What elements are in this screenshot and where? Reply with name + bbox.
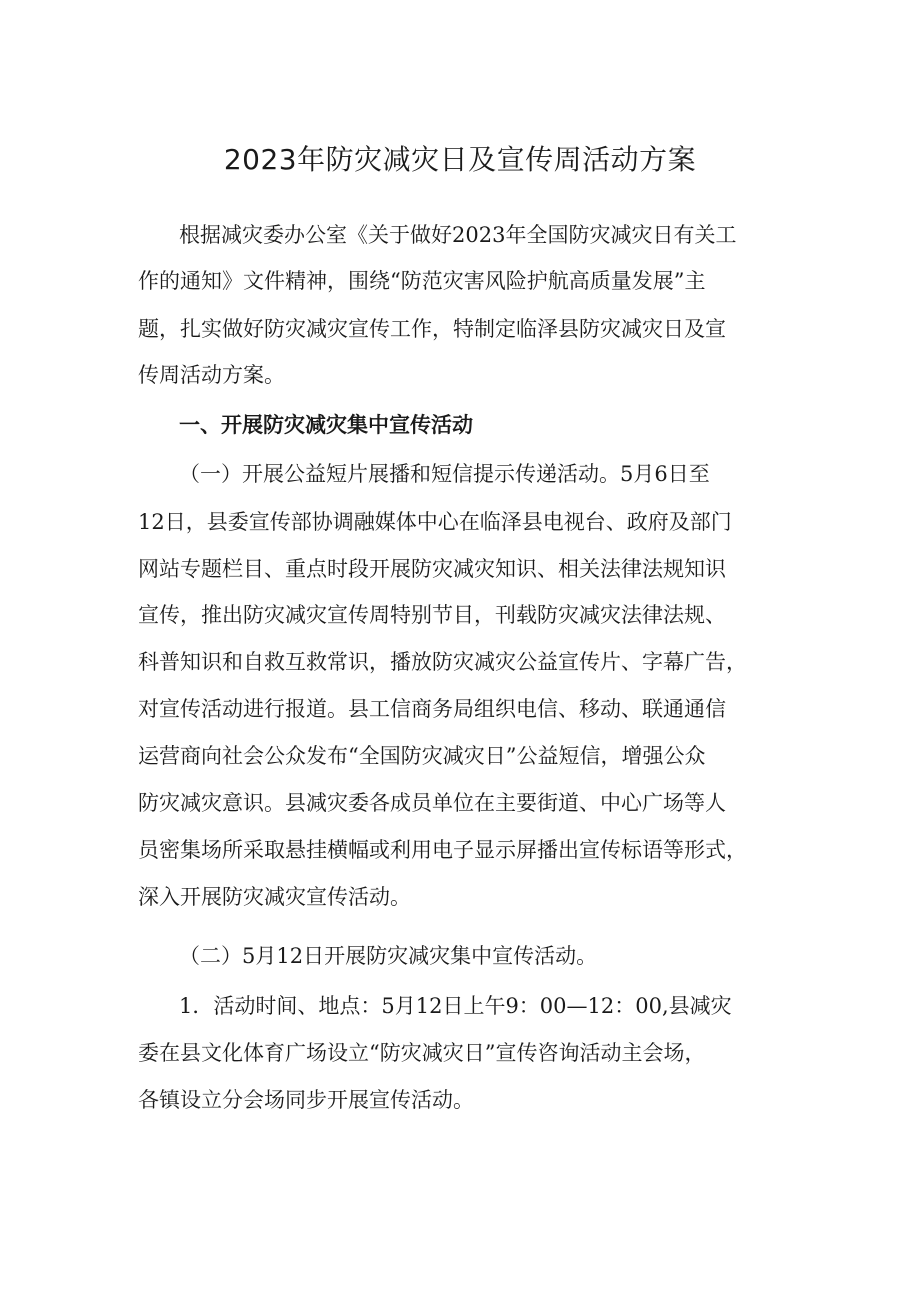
subsection-1-line-3: 网站专题栏目、重点时段开展防灾减灾知识、相关法律法规知识 — [138, 557, 726, 581]
item-1-line-1: 1．活动时间、地点：5月12日上午9：00—12：00,县减灾 — [179, 994, 732, 1018]
intro-line-2: 作的通知》文件精神，围绕“防范灾害风险护航高质量发展”主 — [138, 269, 706, 293]
subsection-1-line-1: （一）开展公益短片展播和短信提示传递活动。5月6日至 — [179, 462, 710, 486]
subsection-2-line-1: （二）5月12日开展防灾减灾集中宣传活动。 — [179, 944, 598, 968]
subsection-1-line-5: 科普知识和自救互救常识，播放防灾减灾公益宣传片、字幕广告， — [138, 650, 747, 674]
subsection-1-line-4: 宣传，推出防灾减灾宣传周特别节目，刊载防灾减灾法律法规、 — [138, 603, 726, 627]
section-1-heading: 一、开展防灾减灾集中宣传活动 — [179, 413, 473, 437]
subsection-1-line-10: 深入开展防灾减灾宣传活动。 — [138, 885, 411, 909]
subsection-1-line-9: 员密集场所采取悬挂横幅或利用电子显示屏播出宣传标语等形式， — [138, 838, 747, 862]
intro-line-4: 传周活动方案。 — [138, 363, 285, 387]
subsection-1-line-7: 运营商向社会公众发布“全国防灾减灾日”公益短信，增强公众 — [138, 744, 706, 768]
document-title: 2023年防灾减灾日及宣传周活动方案 — [223, 143, 697, 176]
subsection-1-line-8: 防灾减灾意识。县减灾委各成员单位在主要街道、中心广场等人 — [138, 791, 726, 815]
intro-line-3: 题，扎实做好防灾减灾宣传工作，特制定临泽县防灾减灾日及宣 — [138, 317, 726, 341]
intro-line-1: 根据减灾委办公室《关于做好2023年全国防灾减灾日有关工 — [179, 223, 737, 247]
item-1-line-3: 各镇设立分会场同步开展宣传活动。 — [138, 1088, 474, 1112]
subsection-1-line-2: 12日，县委宣传部协调融媒体中心在临泽县电视台、政府及部门 — [138, 510, 732, 534]
subsection-1-line-6: 对宣传活动进行报道。县工信商务局组织电信、移动、联通通信 — [138, 697, 726, 721]
item-1-line-2: 委在县文化体育广场设立“防灾减灾日”宣传咨询活动主会场， — [138, 1041, 706, 1065]
